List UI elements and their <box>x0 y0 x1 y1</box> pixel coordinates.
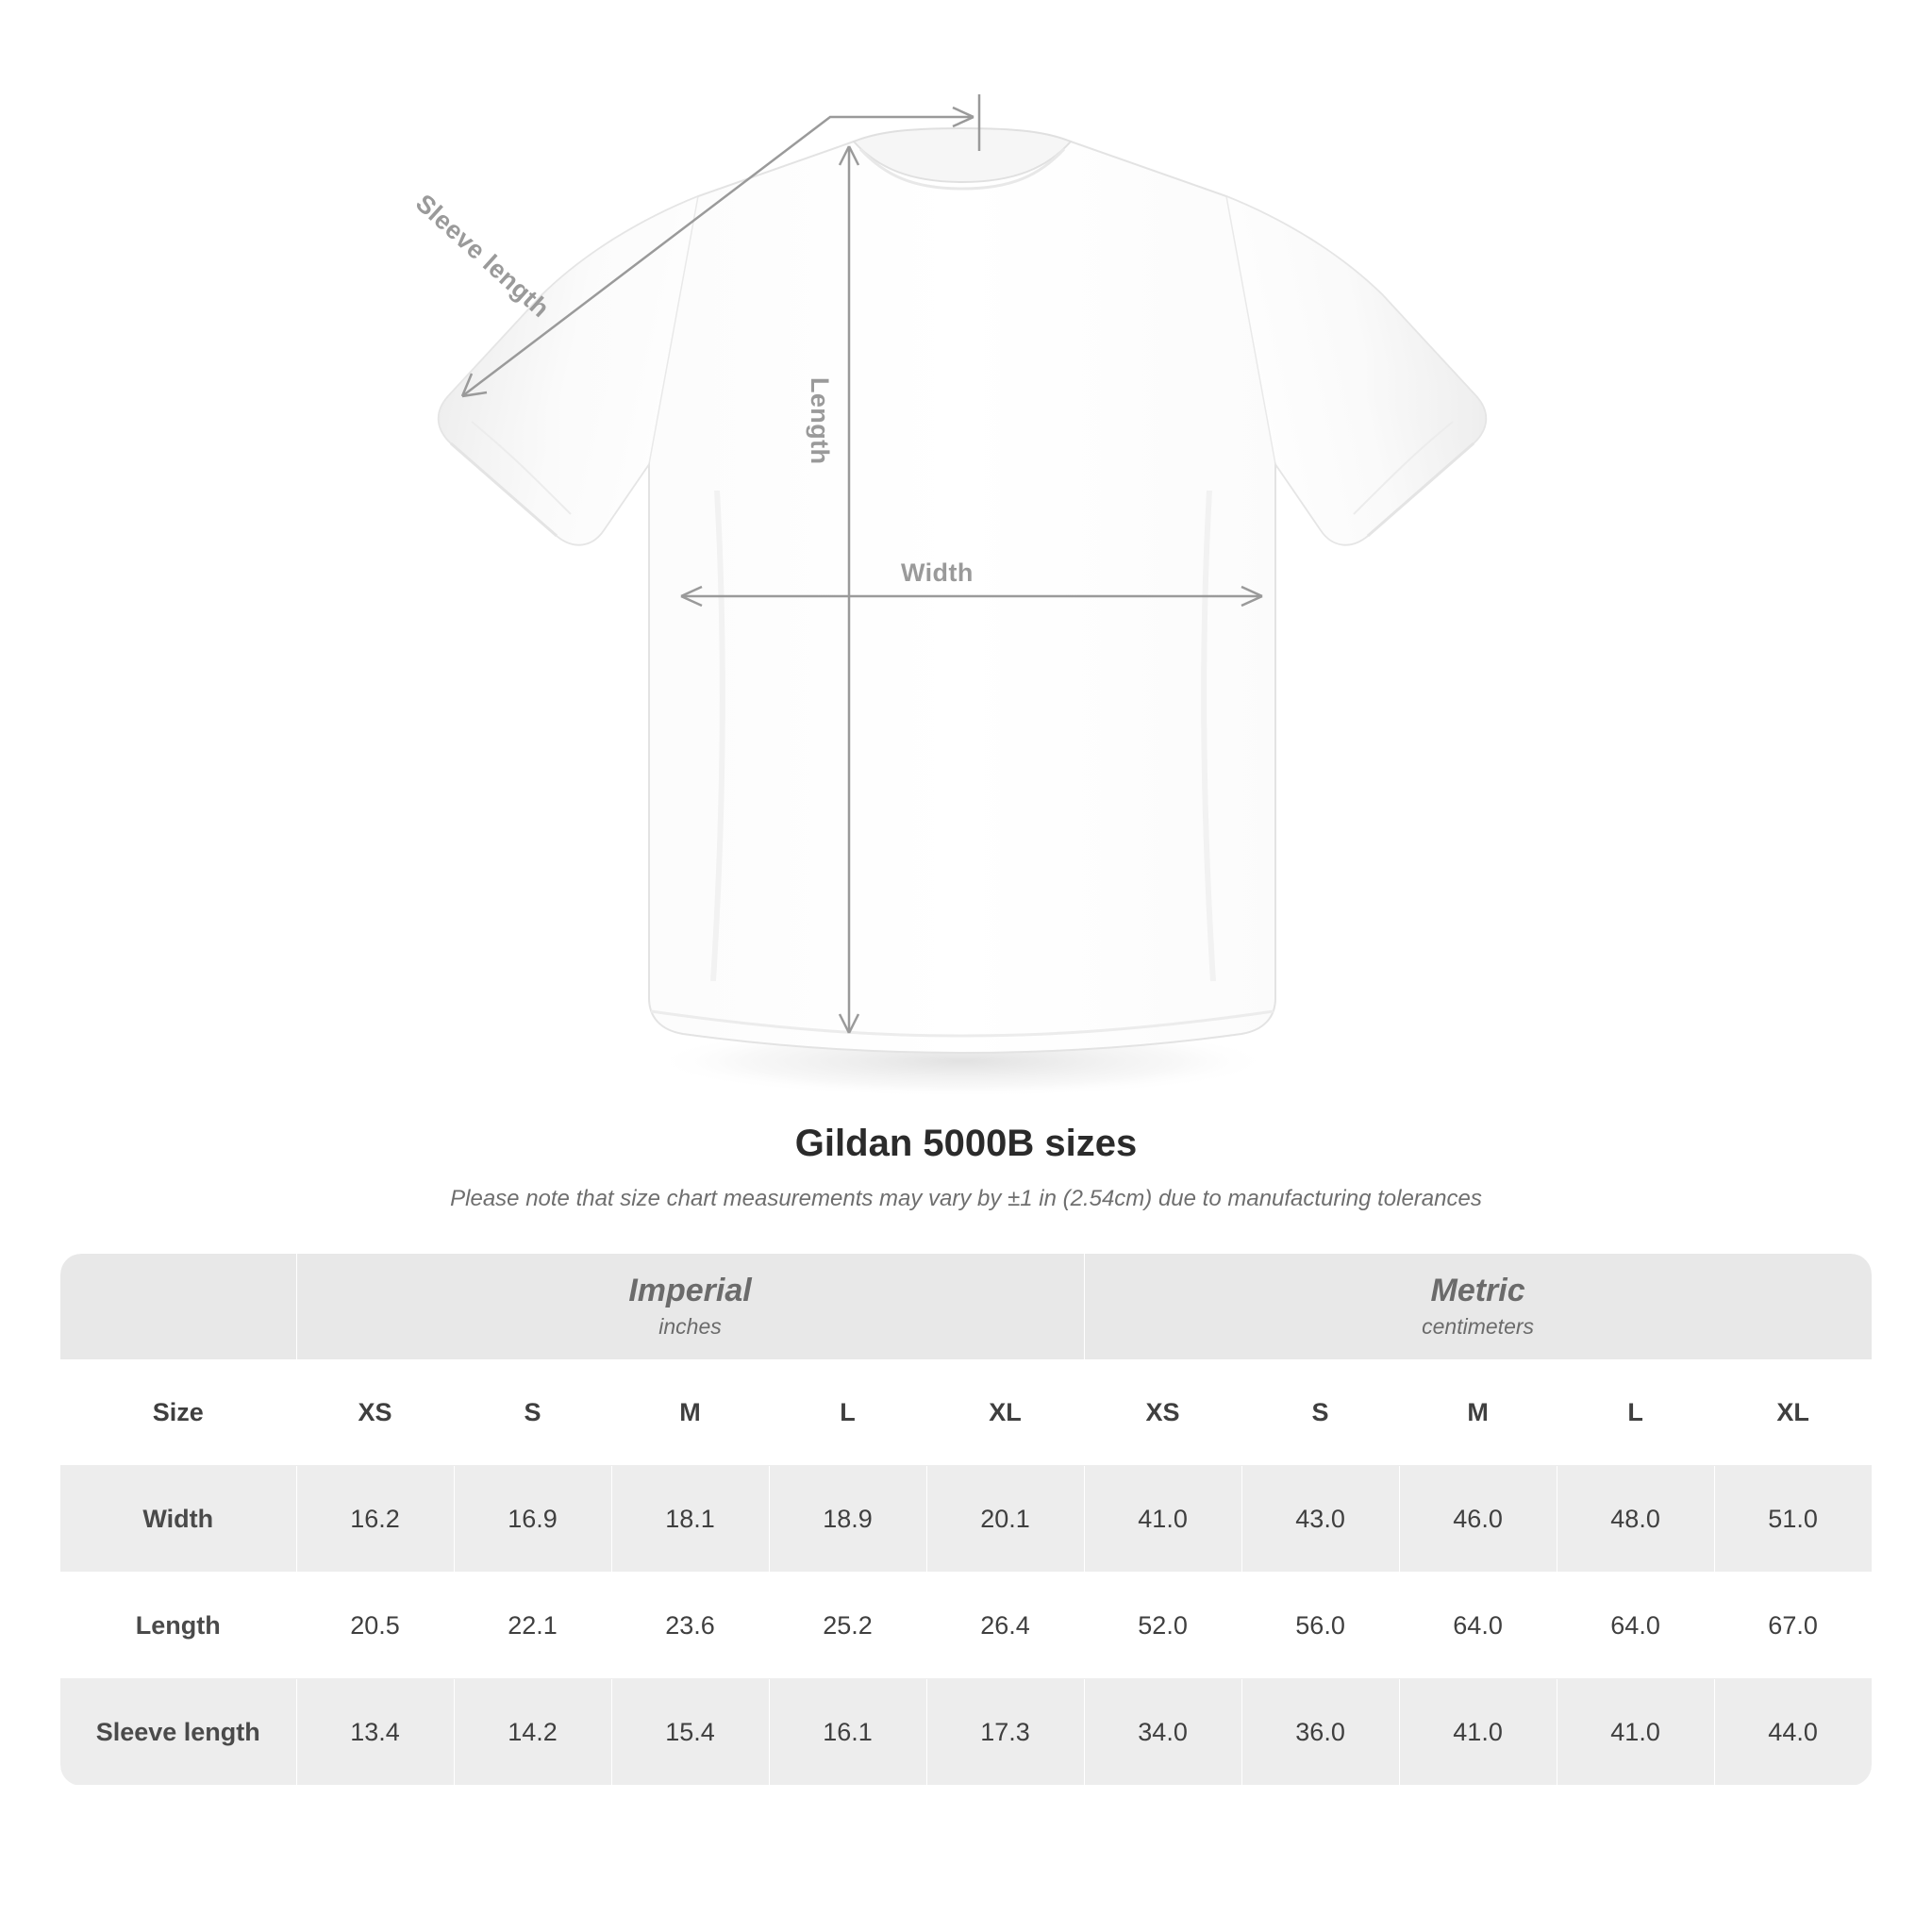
cell-length-metric-s: 56.0 <box>1241 1573 1399 1679</box>
tolerance-note: Please note that size chart measurements may vary by ±1 in (2.54cm) due to manufacturing tolerances <box>450 1186 1482 1211</box>
cell-sleeve-imperial-xl: 17.3 <box>926 1679 1084 1786</box>
units-header-row <box>60 1254 1872 1359</box>
cell-length-imperial-l: 25.2 <box>769 1573 926 1679</box>
sleeve-length-dimension-label: Sleeve length <box>409 189 556 324</box>
cell-width-metric-s: 43.0 <box>1241 1466 1399 1573</box>
cell-sleeve-imperial-m: 15.4 <box>611 1679 769 1786</box>
row-label-sleeve-length: Sleeve length <box>60 1679 296 1786</box>
imperial-sub-label: inches <box>658 1314 722 1339</box>
cell-sleeve-metric-l: 41.0 <box>1557 1679 1714 1786</box>
cell-width-imperial-s: 16.9 <box>454 1466 611 1573</box>
row-label-width: Width <box>60 1466 296 1573</box>
cell-length-metric-l: 64.0 <box>1557 1573 1714 1679</box>
size-header-row <box>60 1359 1872 1466</box>
title-block <box>0 1123 1932 1212</box>
size-table-container <box>60 1254 1872 1786</box>
tshirt-shape <box>439 128 1486 1053</box>
cell-length-imperial-xs: 20.5 <box>296 1573 454 1679</box>
table-row <box>60 1679 1872 1786</box>
table-row <box>60 1573 1872 1679</box>
row-label-length: Length <box>60 1573 296 1679</box>
cell-width-metric-m: 46.0 <box>1399 1466 1557 1573</box>
length-dimension-label: Length <box>806 377 834 465</box>
cell-width-imperial-xs: 16.2 <box>296 1466 454 1573</box>
cell-width-metric-xs: 41.0 <box>1084 1466 1241 1573</box>
column-header-metric-s: S <box>1241 1359 1399 1466</box>
cell-width-imperial-xl: 20.1 <box>926 1466 1084 1573</box>
units-spacer-cell <box>60 1254 296 1359</box>
page-title: Gildan 5000B sizes <box>794 1123 1138 1164</box>
column-header-imperial-xl: XL <box>926 1359 1084 1466</box>
column-header-metric-xl: XL <box>1714 1359 1872 1466</box>
cell-width-imperial-l: 18.9 <box>769 1466 926 1573</box>
cell-length-imperial-s: 22.1 <box>454 1573 611 1679</box>
column-header-imperial-m: M <box>611 1359 769 1466</box>
cell-length-metric-m: 64.0 <box>1399 1573 1557 1679</box>
cell-length-imperial-xl: 26.4 <box>926 1573 1084 1679</box>
column-header-imperial-xs: XS <box>296 1359 454 1466</box>
cell-width-metric-l: 48.0 <box>1557 1466 1714 1573</box>
column-header-imperial-s: S <box>454 1359 611 1466</box>
width-dimension-label: Width <box>901 558 974 587</box>
size-header-cell: Size <box>60 1359 296 1466</box>
cell-sleeve-metric-m: 41.0 <box>1399 1679 1557 1786</box>
metric-header-cell <box>1084 1254 1872 1359</box>
metric-sub-label: centimeters <box>1422 1314 1535 1339</box>
cell-sleeve-imperial-l: 16.1 <box>769 1679 926 1786</box>
column-header-imperial-l: L <box>769 1359 926 1466</box>
table-row <box>60 1466 1872 1573</box>
cell-sleeve-imperial-s: 14.2 <box>454 1679 611 1786</box>
cell-length-metric-xs: 52.0 <box>1084 1573 1241 1679</box>
cell-sleeve-metric-xl: 44.0 <box>1714 1679 1872 1786</box>
cell-width-metric-xl: 51.0 <box>1714 1466 1872 1573</box>
column-header-metric-xs: XS <box>1084 1359 1241 1466</box>
cell-length-imperial-m: 23.6 <box>611 1573 769 1679</box>
metric-label: Metric <box>1430 1272 1525 1308</box>
column-header-metric-m: M <box>1399 1359 1557 1466</box>
cell-sleeve-imperial-xs: 13.4 <box>296 1679 454 1786</box>
cell-sleeve-metric-xs: 34.0 <box>1084 1679 1241 1786</box>
cell-sleeve-metric-s: 36.0 <box>1241 1679 1399 1786</box>
imperial-header-cell <box>296 1254 1084 1359</box>
size-table <box>60 1254 1872 1786</box>
cell-width-imperial-m: 18.1 <box>611 1466 769 1573</box>
column-header-metric-l: L <box>1557 1359 1714 1466</box>
cell-length-metric-xl: 67.0 <box>1714 1573 1872 1679</box>
imperial-label: Imperial <box>628 1272 752 1308</box>
